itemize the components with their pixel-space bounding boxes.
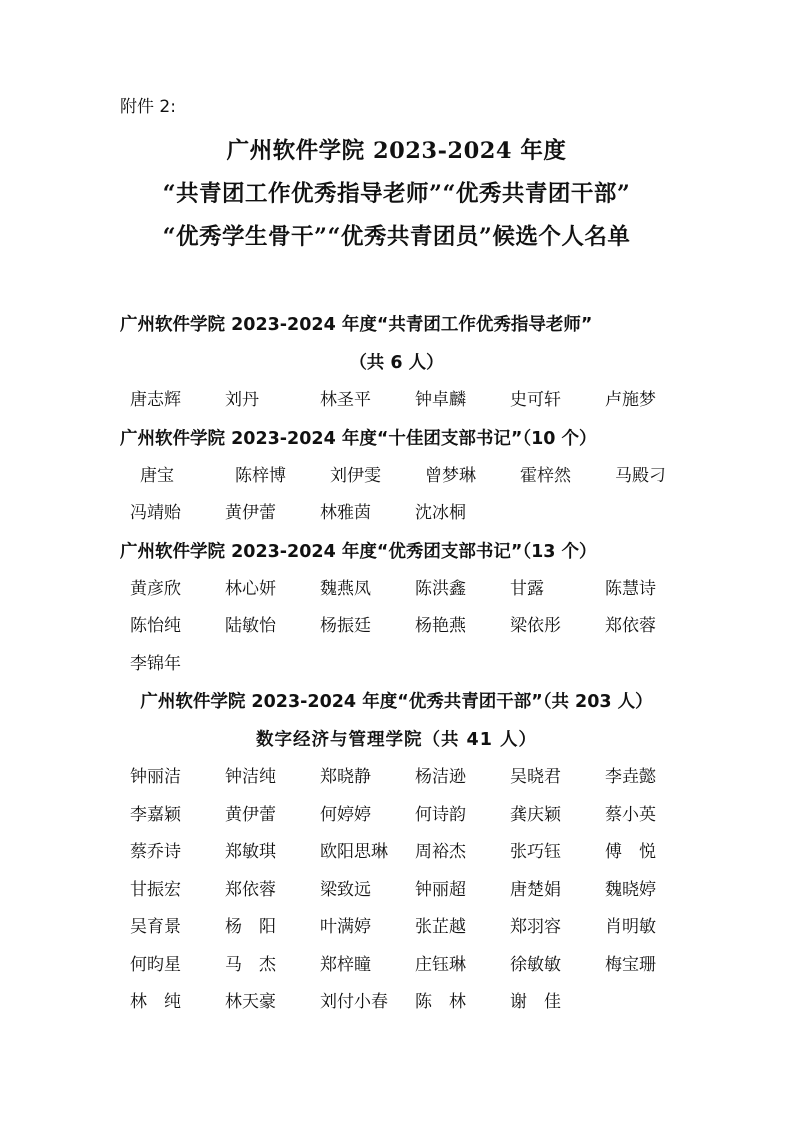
candidate-name: 马殿刁 [615, 465, 666, 486]
section-instructors [0, 306, 793, 420]
candidate-name: 刘丹 [225, 390, 259, 410]
candidate-name: 史可轩 [510, 390, 561, 410]
candidate-name: 杨振廷 [320, 616, 371, 636]
candidate-name: 梁致远 [320, 879, 371, 900]
section-heading: 广州软件学院 2023-2024 年度“十佳团支部书记”（10 个） [120, 428, 597, 449]
candidate-name: 黄伊蕾 [225, 804, 276, 825]
candidate-name: 钟洁纯 [225, 767, 276, 787]
candidate-name: 张芷越 [415, 917, 466, 937]
section-count: （共 6 人） [349, 353, 444, 373]
candidate-name: 傅 悦 [605, 842, 656, 862]
candidate-name: 吴育景 [130, 917, 181, 937]
candidate-name: 甘振宏 [130, 879, 181, 900]
candidate-name: 曾梦琳 [425, 465, 476, 486]
candidate-name: 黄彦欣 [130, 578, 181, 599]
candidate-name: 何婷婷 [320, 804, 371, 825]
attachment-label: 附件 2: [120, 97, 176, 117]
candidate-name: 钟丽洁 [130, 767, 181, 787]
candidate-name: 魏晓婷 [605, 879, 656, 900]
candidate-name: 郑晓静 [320, 767, 371, 787]
candidate-name: 周裕杰 [415, 842, 466, 862]
candidate-name: 马 杰 [225, 954, 276, 975]
names-row [0, 571, 793, 609]
candidate-name: 唐楚娟 [510, 879, 561, 900]
document-body [0, 306, 793, 1022]
candidate-name: 刘伊雯 [330, 465, 381, 486]
names-row [0, 909, 793, 947]
candidate-name: 霍梓然 [520, 465, 571, 486]
candidate-name: 李锦年 [130, 653, 181, 674]
candidate-name: 陆敏怡 [225, 616, 276, 636]
names-row [0, 382, 793, 420]
candidate-name: 杨洁逊 [415, 767, 466, 787]
candidate-name: 唐志辉 [130, 390, 181, 410]
candidate-name: 龚庆颖 [510, 804, 561, 825]
section-heading: 广州软件学院 2023-2024 年度“共青团工作优秀指导老师” [120, 315, 593, 335]
candidate-name: 梅宝珊 [605, 954, 656, 975]
candidate-name: 叶满婷 [320, 917, 371, 937]
names-row [0, 834, 793, 872]
document-title [0, 130, 793, 259]
candidate-name: 欧阳思琳 [320, 842, 388, 862]
title-line-3: “优秀学生骨干”“优秀共青团员”候选个人名单 [162, 224, 631, 250]
candidate-name: 徐敏敏 [510, 954, 561, 975]
candidate-name: 吴晓君 [510, 767, 561, 787]
candidate-name: 梁依彤 [510, 616, 561, 636]
candidate-name: 陈梓博 [235, 465, 286, 486]
candidate-name: 魏燕凤 [320, 578, 371, 599]
candidate-name: 杨艳燕 [415, 616, 466, 636]
candidate-name: 郑羽容 [510, 917, 561, 937]
candidate-name: 肖明敏 [605, 917, 656, 937]
candidate-name: 蔡小英 [605, 804, 656, 825]
names-row [0, 646, 793, 684]
section-top-ten-secretaries [0, 420, 793, 533]
candidate-name: 张巧钰 [510, 842, 561, 862]
candidate-name: 林雅茵 [320, 503, 371, 523]
candidate-name: 陈 林 [415, 992, 466, 1012]
candidate-name: 陈慧诗 [605, 578, 656, 599]
candidate-name: 郑依蓉 [225, 879, 276, 900]
candidate-name: 卢施梦 [605, 390, 656, 410]
names-row [0, 759, 793, 797]
section-excellent-league-cadres [0, 683, 793, 1022]
candidate-name: 郑敏琪 [225, 842, 276, 862]
candidate-name: 杨 阳 [225, 917, 276, 937]
candidate-name: 庄钰琳 [415, 954, 466, 975]
names-row [0, 495, 793, 533]
candidate-name: 郑梓瞳 [320, 954, 371, 975]
names-row [0, 872, 793, 910]
section-heading: 广州软件学院 2023-2024 年度“优秀团支部书记”（13 个） [120, 541, 597, 562]
names-row [0, 797, 793, 835]
candidate-name: 谢 佳 [510, 992, 561, 1012]
candidate-name: 郑依蓉 [605, 616, 656, 636]
candidate-name: 唐宝 [140, 465, 174, 486]
candidate-name: 钟卓麟 [415, 390, 466, 410]
names-row [0, 608, 793, 646]
candidate-name: 沈冰桐 [415, 503, 466, 523]
candidate-name: 刘付小春 [320, 992, 388, 1012]
college-subheading: 数字经济与管理学院（共 41 人） [255, 730, 538, 750]
candidate-name: 林心妍 [225, 578, 276, 599]
candidate-name: 林天豪 [225, 992, 276, 1012]
candidate-name: 林圣平 [320, 390, 371, 410]
candidate-name: 何昀星 [130, 954, 181, 975]
candidate-name: 甘露 [510, 578, 544, 599]
names-row [0, 984, 793, 1022]
candidate-name: 陈怡纯 [130, 616, 181, 636]
candidate-name: 冯靖贻 [130, 503, 181, 523]
candidate-name: 林 纯 [130, 992, 181, 1012]
title-line-2: “共青团工作优秀指导老师”“优秀共青团干部” [162, 181, 631, 207]
candidate-name: 何诗韵 [415, 804, 466, 825]
candidate-name: 蔡乔诗 [130, 842, 181, 862]
section-heading: 广州软件学院 2023-2024 年度“优秀共青团干部”（共 203 人） [140, 692, 653, 712]
candidate-name: 李嘉颖 [130, 804, 181, 825]
candidate-name: 钟丽超 [415, 879, 466, 900]
candidate-name: 黄伊蕾 [225, 503, 276, 523]
names-row [0, 458, 793, 496]
candidate-name: 陈洪鑫 [415, 578, 466, 599]
names-row [0, 947, 793, 985]
candidate-name: 李垚懿 [605, 767, 656, 787]
title-line-1: 广州软件学院 2023-2024 年度 [226, 138, 567, 164]
section-excellent-secretaries [0, 533, 793, 684]
